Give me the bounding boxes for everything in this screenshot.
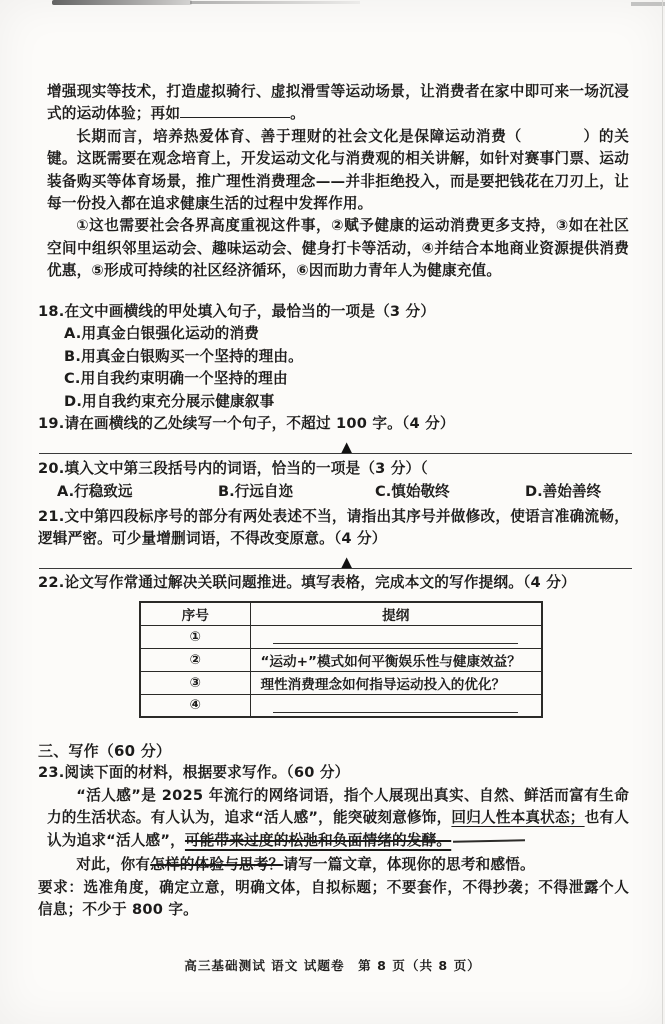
pen-underlined-text: 回归人性本真状态； <box>451 809 585 827</box>
scan-artifact-top-left <box>52 0 192 5</box>
option-b: B.行远自迩 <box>218 483 294 501</box>
row-number: ③ <box>140 671 250 694</box>
option-c: C.慎始敬终 <box>375 483 450 501</box>
option-b: B.用真金白银购买一个坚持的理由。 <box>64 347 303 365</box>
scan-artifact-right-edge <box>662 0 663 1024</box>
passage-text-end: 。 <box>290 105 305 123</box>
essay-material <box>47 785 629 852</box>
question-19-stem: 19.请在画横线的乙处续写一个句子，不超过 100 字。（4 分） <box>38 415 455 433</box>
passage-paragraph-3: 长期而言，培养热爱体育、善于理财的社会文化是保障运动消费（ ）的关键。这既需要在观念培育上，开发运动文化与消费观的相关讲解，如针对赛事门票、运动装备购买等体育场景，推广理性消费理念——并非拒绝投入，而是要把钱花在刀刃上，让每一份投入都在追求健康生活的过程中发挥作用。 <box>47 127 629 213</box>
pen-struck-text: 可能带来过度的松弛和负面情绪的发酵。 <box>184 831 452 849</box>
question-18-stem: 18.在文中画横线的甲处填入句子，最恰当的一项是（3 分） <box>38 302 436 320</box>
scan-artifact-top-right <box>631 2 665 6</box>
prompt-text: 请写一篇文章，体现你的思考和感悟。 <box>283 856 535 874</box>
triangle-marker-icon: ▲ <box>340 437 353 456</box>
question-20-options <box>47 481 629 504</box>
material-text: “活人感”是 2025 年流行的网络词语，指个人展现出真实、自然、鲜活而富有生命力的生活状态。有人认为，追求“活人感”，能突破刻意修饰， <box>47 786 629 827</box>
material-text: 也有人认为追求“活人感”， <box>47 809 629 849</box>
row-blank <box>250 694 542 717</box>
passage-text: 增强现实等技术，打造虚拟骑行、虚拟滑雪等运动场景，让消费者在家中即可来一场沉浸式的运动体验；再如 <box>47 83 629 123</box>
section-title-writing: 三、写作（60 分） <box>38 742 172 761</box>
answer-line <box>273 712 518 713</box>
option-d: D.用自我约束充分展示健康叙事 <box>64 392 275 410</box>
question-18-options <box>47 323 629 413</box>
essay-prompt <box>47 854 629 876</box>
row-number: ④ <box>140 694 250 717</box>
passage-paragraph-continuation <box>47 81 629 126</box>
answer-line <box>273 643 518 644</box>
row-number: ② <box>140 648 250 671</box>
table-row <box>140 694 542 717</box>
triangle-marker-icon: ▲ <box>340 552 353 571</box>
scan-artifact-top-mid <box>190 1 360 4</box>
outline-table <box>139 601 543 718</box>
table-row <box>140 648 542 671</box>
table-row <box>140 625 542 648</box>
row-text: “运动+”模式如何平衡娱乐性与健康效益？ <box>250 648 542 671</box>
page-footer: 高三基础测试 语文 试题卷 第 8 页（共 8 页） <box>184 958 481 973</box>
essay-requirements: 要求：选准角度，确定立意，明确文体，自拟标题；不要套作，不得抄袭；不得泄露个人信息；不少于 800 字。 <box>38 878 629 918</box>
fill-in-blank-line <box>180 104 290 118</box>
option-c: C.用自我约束明确一个坚持的理由 <box>64 370 288 388</box>
question-23-stem: 23.阅读下面的材料，根据要求写作。（60 分） <box>38 764 350 782</box>
row-text: 理性消费理念如何指导运动投入的优化？ <box>250 671 542 694</box>
option-a: A.用真金白银强化运动的消费 <box>64 325 260 343</box>
option-d: D.善始善终 <box>525 483 602 501</box>
row-blank <box>250 625 542 648</box>
answer-divider-2 <box>47 552 629 571</box>
question-21-stem: 21.文中第四段标序号的部分有两处表述不当，请指出其序号并做修改，使语言准确流畅，逻辑严密。可少量增删词语，不得改变原意。（4 分） <box>38 507 629 548</box>
question-20-stem: 20.填入文中第三段括号内的词语，恰当的一项是（3 分）（ <box>38 459 428 477</box>
option-a: A.行稳致远 <box>57 483 133 501</box>
passage-paragraph-4-numbered: ①这也需要社会各界高度重视这件事，②赋予健康的运动消费更多支持，③如在社区空间中组织邻里运动会、趣味运动会、健身打卡等活动，④并结合本地商业资源提供消费优惠，⑤形成可持续的社区经济循环，⑥因而助力青年人为健康充值。 <box>47 217 629 280</box>
question-22-stem: 22.论文写作常通过解决关联问题推进。填写表格，完成本文的写作提纲。（4 分） <box>38 573 576 591</box>
header-number: 序号 <box>140 602 250 625</box>
table-row <box>140 671 542 694</box>
question-18 <box>38 301 629 414</box>
row-number: ① <box>140 625 250 648</box>
table-header-row <box>140 602 542 625</box>
pen-struck-text: 怎样的体验与思考？ <box>150 856 284 874</box>
header-outline: 提纲 <box>250 602 542 625</box>
pen-mark-dash <box>453 839 525 843</box>
page-content <box>38 81 629 921</box>
prompt-text: 对此，你有 <box>76 856 151 874</box>
answer-divider-1 <box>47 437 629 456</box>
